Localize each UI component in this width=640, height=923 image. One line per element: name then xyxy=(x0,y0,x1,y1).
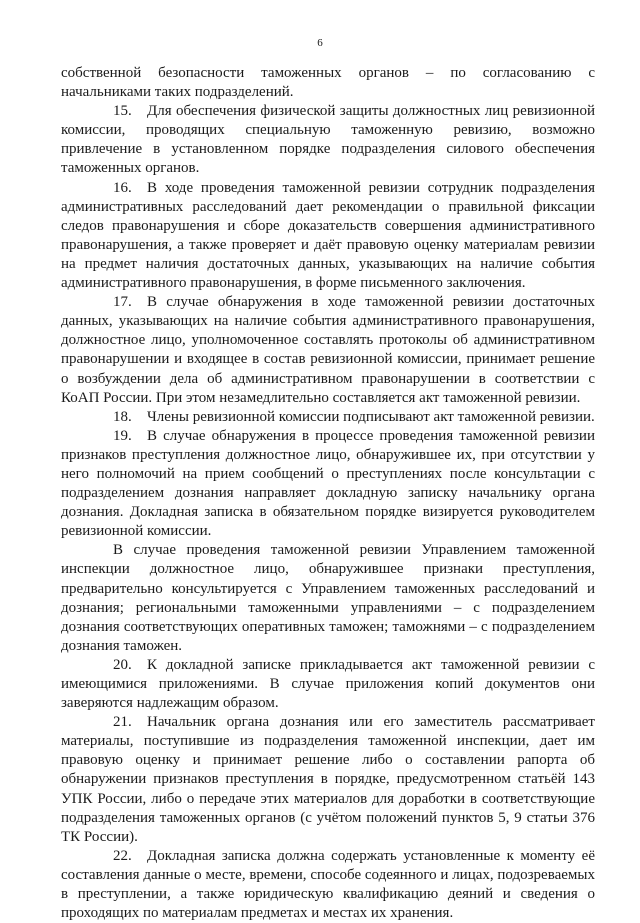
paragraph-text: собственной безопасности таможенных органов – по согласованию с начальниками таких подразделений. xyxy=(61,65,595,101)
paragraph-number: 22. xyxy=(113,847,132,864)
page-number: 6 xyxy=(317,37,323,49)
paragraph-text: Члены ревизионной комиссии подписывают акт таможенной ревизии. xyxy=(147,408,595,425)
paragraph-text: В ходе проведения таможенной ревизии сотрудник подразделения административных расследований дает рекомендации о правильной фиксации следов правонарушения и сборе доказательств совершения административного правонарушения, а также проверяет и даёт правовую оценку материалам ревизии на предмет наличия достаточных данных, указывающих на наличие события административного правонарушения, в форме письменного заключения. xyxy=(61,179,595,292)
paragraph-text: В случае обнаружения в ходе таможенной ревизии достаточных данных, указывающих на наличие события административного правонарушения, должностное лицо, уполномоченное составлять протоколы об административном правонарушении и входящее в состав ревизионной комиссии, принимает решение о возбуждении дела об административном правонарушении в соответствии с КоАП России. При этом незамедлительно составляется акт таможенной ревизии. xyxy=(61,294,595,406)
paragraph-18 xyxy=(61,408,595,427)
paragraph-20 xyxy=(61,656,595,713)
paragraph-text: Начальник органа дознания или его заместитель рассматривает материалы, поступившие из подразделения таможенной инспекции, дает им правовую оценку и принимает решение либо о составлении рапорта об обнаружении признаков преступления в порядке, предусмотренном статьёй 143 УПК России, либо о передаче этих материалов для доработки в соответствующие подразделения таможенных органов (с учётом положений пунктов 5, 9 статьи 376 ТК России). xyxy=(61,714,595,845)
paragraph-continuation xyxy=(61,64,595,102)
paragraph-number: 20. xyxy=(113,656,132,673)
paragraph-number: 21. xyxy=(113,714,132,731)
paragraph-number: 17. xyxy=(113,294,132,311)
paragraph-21 xyxy=(61,713,595,847)
paragraph-text: Для обеспечения физической защиты должностных лиц ревизионной комиссии, проводящих специальную таможенную ревизию, возможно привлечение в установленном порядке подразделения силового обеспечения таможенных органов. xyxy=(61,103,595,177)
paragraph-19-continued xyxy=(61,541,595,656)
paragraph-text: К докладной записке прикладывается акт таможенной ревизии с имеющимися приложениями. В случае приложения копий документов они заверяются надлежащим образом. xyxy=(61,656,595,712)
paragraph-text: Докладная записка должна содержать установленные к моменту её составления данные о месте, времени, способе содеянного и лицах, подозреваемых в преступлении, а также юридическую квалификацию деяний и сведения о проходящих по материалам предметах и местах их хранения. xyxy=(61,847,595,922)
paragraph-16 xyxy=(61,179,595,294)
paragraph-22 xyxy=(61,847,595,923)
paragraph-number: 15. xyxy=(113,103,132,120)
paragraph-17 xyxy=(61,293,595,408)
paragraph-number: 19. xyxy=(113,427,132,444)
document-body xyxy=(61,64,595,923)
paragraph-number: 16. xyxy=(113,179,132,196)
paragraph-15 xyxy=(61,102,595,178)
paragraph-number: 18. xyxy=(113,408,132,425)
paragraph-19 xyxy=(61,427,595,542)
paragraph-text: В случае проведения таможенной ревизии Управлением таможенной инспекции должностное лицо, обнаружившее признаки преступления, предварительно консультируется с Управлением таможенных расследований и дознания; региональными таможенными управлениями – с подразделением дознания соответствующих оперативных таможен; таможнями – с подразделением дознания таможен. xyxy=(61,542,595,654)
paragraph-text: В случае обнаружения в процессе проведения таможенной ревизии признаков преступления должностное лицо, обнаружившее их, при отсутствии у него полномочий на прием сообщений о преступлениях после консультации с подразделением дознания направляет докладную записку начальнику органа дознания. Докладная записка в обязательном порядке визируется руководителем ревизионной комиссии. xyxy=(61,427,595,540)
